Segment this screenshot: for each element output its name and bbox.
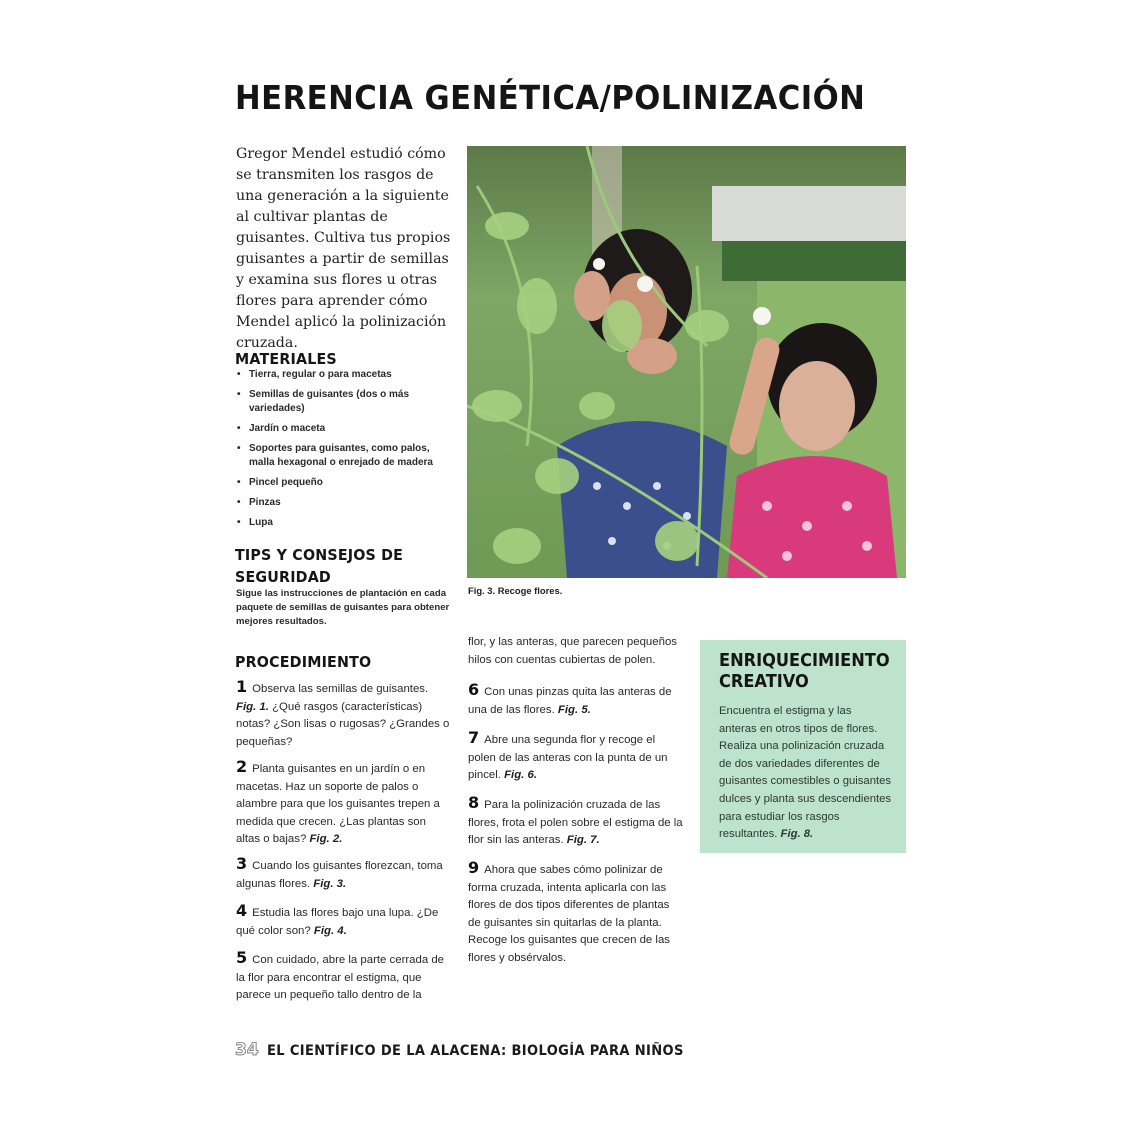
enrichment-heading: ENRIQUECIMIENTO CREATIVO — [719, 650, 890, 692]
material-item: • Soportes para guisantes, como palos, malla hexagonal o enrejado de madera — [236, 442, 451, 470]
materials-heading: MATERIALES — [235, 350, 337, 368]
material-item: • Pinzas — [236, 496, 451, 510]
figure-ref: Fig. 2. — [309, 833, 343, 845]
procedure-step-7: 7 Abre una segunda flor y recoge el polen de las anteras con la punta de un pincel. Fig. 6. — [468, 728, 668, 781]
procedure-heading: PROCEDIMIENTO — [235, 653, 372, 671]
step-number: 1 — [236, 677, 248, 696]
figure-ref: Fig. 7. — [566, 834, 600, 846]
intro-paragraph: Gregor Mendel estudió cómo se transmiten los rasgos de una generación a la siguiente al cultivar plantas de guisantes. Cultiva tus propios guisantes a partir de semillas y examina sus flores u otras flores para aprender cómo Mendel aplicó la polinización cruzada. — [236, 146, 451, 351]
step-number: 2 — [236, 757, 248, 776]
procedure-step-3: 3 Cuando los guisantes florezcan, toma algunas flores. Fig. 3. — [236, 854, 443, 890]
procedure-step-9: 9 Ahora que sabes cómo polinizar de forma cruzada, intenta aplicarla con las flores de dos tipos diferentes de plantas de guisantes sin quitarlas de la planta. Recoge los guisantes que crecen de las flores y obsérvalos. — [468, 858, 670, 964]
procedure-step-4: 4 Estudia las flores bajo una lupa. ¿De qué color son? Fig. 4. — [236, 901, 439, 937]
tips-body: Sigue las instrucciones de plantación en cada paquete de semillas de guisantes para obtener mejores resultados. — [236, 588, 450, 627]
figure-ref: Fig. 6. — [504, 769, 538, 781]
procedure-step-5: 5 Con cuidado, abre la parte cerrada de la flor para encontrar el estigma, que parece un pequeño tallo dentro de la — [236, 948, 445, 1001]
material-item: • Jardín o maceta — [236, 422, 451, 436]
figure-ref: Fig. 4. — [313, 924, 347, 937]
tips-heading: TIPS Y CONSEJOS DE SEGURIDAD — [235, 546, 404, 586]
step-number: 7 — [468, 728, 480, 747]
photo-children-picking-pea-flowers — [467, 146, 906, 578]
creative-enrichment-box — [700, 640, 906, 853]
garden-photo-illustration — [467, 146, 906, 578]
book-title: EL CIENTÍFICO DE LA ALACENA: BIOLOGÍA PARA NIÑOS — [266, 1043, 684, 1059]
material-item: • Semillas de guisantes (dos o más variedades) — [236, 388, 451, 416]
enrichment-body: Encuentra el estigma y las anteras en otros tipos de flores. Realiza una polinización cruzada de dos variedades diferentes de guisantes comestibles o guisantes dulces y planta sus descendientes para estudiar los rasgos resultantes. Fig. 8. — [719, 705, 892, 841]
procedure-step-2: 2 Planta guisantes en un jardín o en macetas. Haz un soporte de palos o alambre para que los guisantes trepen a medida que crecen. ¿Las plantas son altas o bajas? Fig. 2. — [236, 757, 440, 845]
figure-ref: Fig. 5. — [557, 703, 591, 716]
step-number: 5 — [236, 948, 248, 967]
procedure-step-8: 8 Para la polinización cruzada de las flores, frota el polen sobre el estigma de la flor sin las anteras. Fig. 7. — [468, 793, 683, 846]
figure-ref: Fig. 8. — [780, 828, 814, 841]
procedure-step-6: 6 Con unas pinzas quita las anteras de una de las flores. Fig. 5. — [468, 680, 672, 716]
step-number: 3 — [236, 854, 248, 873]
figure-caption: Fig. 3. Recoge flores. — [468, 585, 563, 596]
page-footer — [235, 1040, 730, 1060]
page-title: HERENCIA GENÉTICA/POLINIZACIÓN — [235, 78, 866, 117]
procedure-step-1: 1 Observa las semillas de guisantes. Fig. 1. ¿Qué rasgos (características) notas? ¿Son lisas o rugosas? ¿Grandes o pequeñas? — [236, 677, 450, 748]
procedure-step-5-continuation: flor, y las anteras, que parecen pequeños hilos con cuentas cubiertas de polen. — [468, 636, 677, 666]
material-item: • Pincel pequeño — [236, 476, 451, 490]
material-item: • Tierra, regular o para macetas — [236, 368, 451, 382]
step-number: 9 — [468, 858, 480, 877]
page-number: 34 — [235, 1040, 259, 1060]
step-number: 4 — [236, 901, 248, 920]
figure-ref: Fig. 1. — [236, 700, 269, 713]
step-number: 6 — [468, 680, 480, 699]
step-number: 8 — [468, 793, 480, 812]
materials-list — [236, 368, 451, 536]
material-item: • Lupa — [236, 516, 451, 530]
figure-ref: Fig. 3. — [313, 877, 347, 890]
